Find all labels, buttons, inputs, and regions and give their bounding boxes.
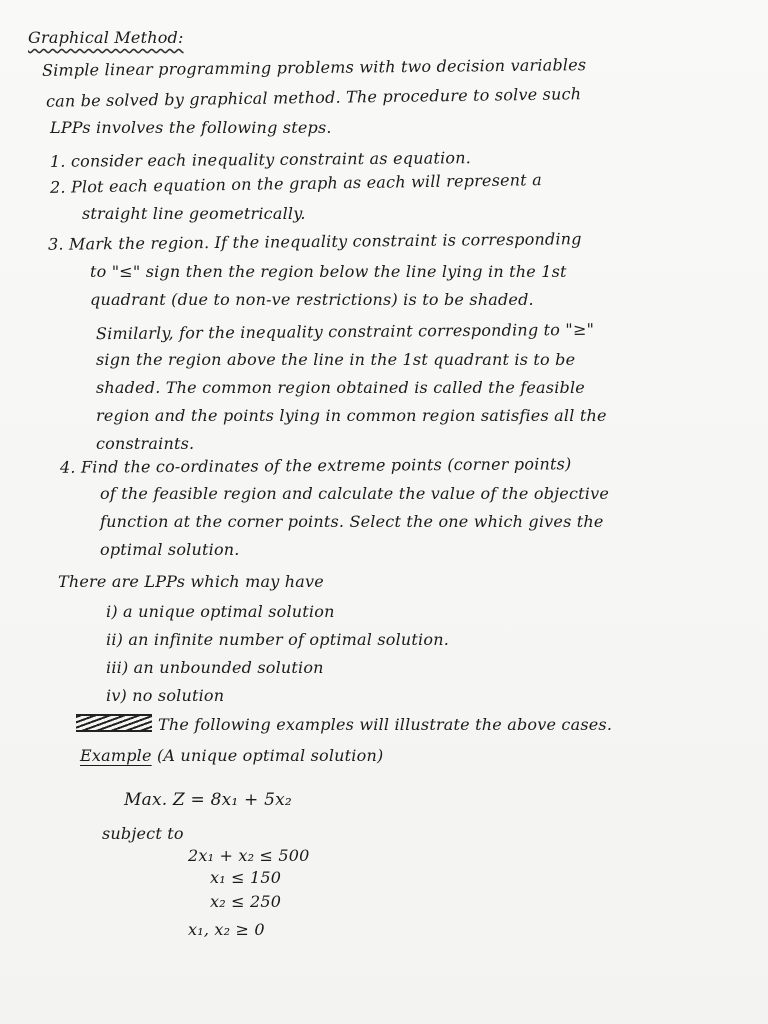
step-3-line-3: quadrant (due to non-ve restrictions) is to be shaded.	[90, 290, 534, 309]
constraint-1: 2x₁ + x₂ ≤ 500	[188, 846, 310, 865]
step-2-line-2: straight line geometrically.	[82, 204, 306, 223]
example-title: (A unique optimal solution)	[156, 746, 384, 765]
examples-note-line	[76, 714, 612, 734]
example-heading	[80, 746, 383, 765]
step-3-line-5: sign the region above the line in the 1st quadrant is to be	[96, 350, 576, 369]
step-4-line-1: 4. Find the co-ordinates of the extreme points (corner points)	[59, 454, 572, 477]
cases-intro: There are LPPs which may have	[58, 572, 324, 591]
constraint-4: x₁, x₂ ≥ 0	[188, 920, 265, 939]
step-4-line-3: function at the corner points. Select the one which gives the	[100, 512, 604, 531]
case-3: iii) an unbounded solution	[106, 658, 324, 677]
step-4-line-4: optimal solution.	[100, 540, 240, 559]
intro-line-3: LPPs involves the following steps.	[50, 118, 332, 137]
step-3-line-6: shaded. The common region obtained is called the feasible	[96, 378, 585, 397]
step-3-line-8: constraints.	[96, 434, 195, 453]
case-4: iv) no solution	[106, 686, 225, 705]
struck-out-word	[76, 714, 152, 732]
intro-line-1: Simple linear programming problems with two decision variables	[41, 55, 587, 80]
step-4-line-2: of the feasible region and calculate the value of the objective	[100, 484, 609, 503]
page-title: Graphical Method:	[28, 28, 184, 47]
case-1: i) a unique optimal solution	[106, 602, 335, 621]
case-2: ii) an infinite number of optimal solution.	[106, 630, 449, 649]
constraint-3: x₂ ≤ 250	[210, 892, 282, 911]
intro-line-2: can be solved by graphical method. The procedure to solve such	[45, 84, 582, 111]
objective-function: Max. Z = 8x₁ + 5x₂	[124, 790, 292, 810]
step-3-line-4: Similarly, for the inequality constraint corresponding to "≥"	[95, 319, 595, 344]
step-1-line-1: 1. consider each inequality constraint as equation.	[49, 148, 472, 171]
step-3-line-1: 3. Mark the region. If the inequality constraint is corresponding	[47, 229, 582, 254]
subject-to-label: subject to	[102, 824, 184, 843]
step-2-line-1: 2. Plot each equation on the graph as each will represent a	[49, 170, 543, 197]
step-3-line-7: region and the points lying in common region satisfies all the	[96, 406, 607, 425]
example-label: Example	[80, 746, 152, 765]
step-3-line-2: to "≤" sign then the region below the line lying in the 1st	[90, 262, 567, 281]
constraint-2	[210, 868, 281, 887]
examples-note: The following examples will illustrate the above cases.	[158, 715, 613, 734]
constraint-2-text: x₁ ≤ 150	[210, 868, 282, 887]
